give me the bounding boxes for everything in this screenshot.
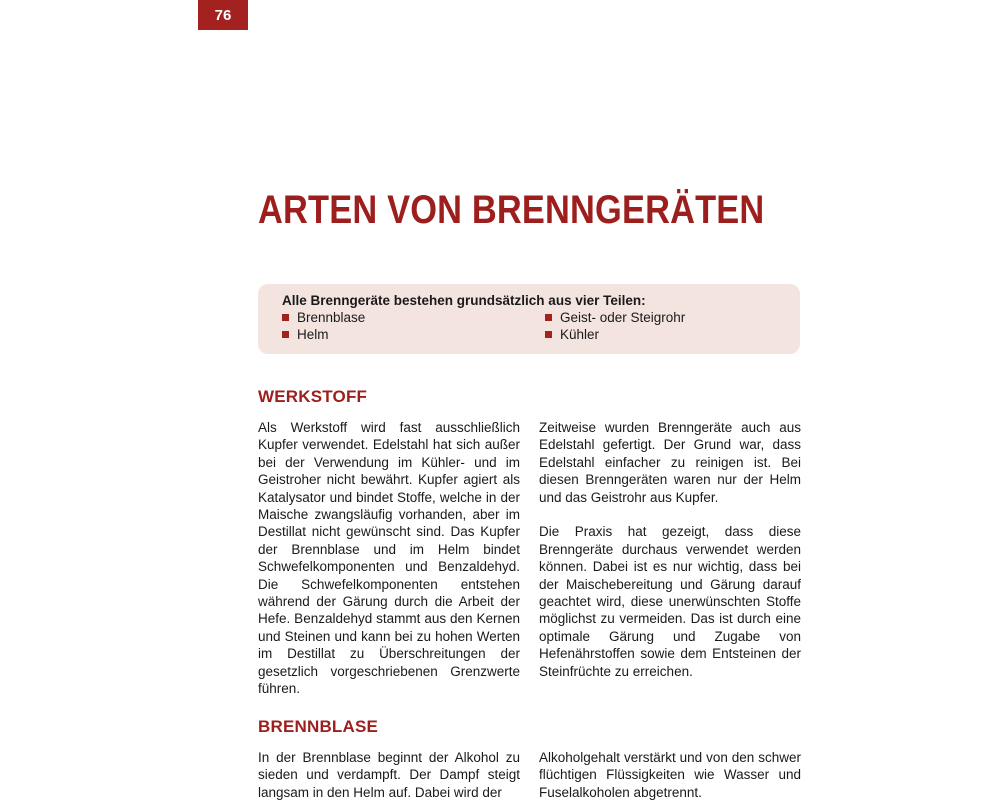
werkstoff-right-column — [539, 419, 801, 680]
paragraph: Als Werkstoff wird fast ausschließlich Kupfer verwendet. Edelstahl hat sich außer bei der Verwendung im Kühler- und im Geistroher nicht bewährt. Kupfer agiert als Katalysator und bindet Stoffe, welche in der Maische zwangsläufig vorhanden, aber im Destillat nicht gewünscht sind. Das Kupfer der Brennblase und im Helm bindet Schwefelkomponenten und Benzaldehyd. Die Schwefelkomponenten entstehen während der Gärung durch die Arbeit der Hefe. Benzaldehyd stammt aus den Kernen und Steinen und kann bei zu hohen Werten im Destillat zu Überschreitungen der gesetzlich vorgeschriebenen Grenzwerte führen. — [258, 420, 520, 697]
page-number: 76 — [198, 0, 248, 30]
info-box-list — [282, 309, 776, 343]
bullet-square-icon — [545, 331, 552, 338]
section-heading-brennblase: BRENNBLASE — [258, 717, 379, 736]
brennblase-right-column — [539, 749, 801, 801]
list-item-label: Brennblase — [297, 310, 366, 325]
paragraph: Zeitweise wurden Brenngeräte auch aus Edelstahl gefertigt. Der Grund war, dass Edelstahl einfacher zu reinigen ist. Bei diesen Brenngeräten waren nur der Helm und das Geistrohr aus Kupfer. — [539, 420, 801, 505]
info-box — [258, 284, 800, 354]
werkstoff-left-column — [258, 419, 520, 698]
list-item-label: Kühler — [560, 327, 600, 342]
paragraph: Alkoholgehalt verstärkt und von den schwer flüchtigen Flüssigkeiten wie Wasser und Fuselalkoholen abgetrennt. — [539, 750, 801, 800]
bullet-square-icon — [282, 331, 289, 338]
list-item — [282, 309, 545, 326]
list-item-label: Geist- oder Steigrohr — [560, 310, 686, 325]
bullet-square-icon — [545, 314, 552, 321]
paragraph: Die Praxis hat gezeigt, dass diese Brenngeräte durchaus verwendet werden können. Dabei ist es nur wichtig, dass bei der Maischebereitung und Gärung darauf geachtet wird, diese unerwünschten Stoffe möglichst zu vermeiden. Das ist durch eine optimale Gärung und Zugabe von Hefenährstoffen sowie dem Entsteinen der Steinfrüchte zu erreichen. — [539, 524, 801, 679]
bullet-square-icon — [282, 314, 289, 321]
list-item — [282, 326, 545, 343]
list-item — [545, 309, 785, 326]
list-item — [545, 326, 785, 343]
page-title: ARTEN VON BRENNGERÄTEN — [258, 188, 765, 232]
list-item-label: Helm — [297, 327, 329, 342]
paragraph: In der Brennblase beginnt der Alkohol zu sieden und verdampft. Der Dampf steigt langsam in den Helm auf. Dabei wird der — [258, 750, 520, 800]
brennblase-left-column — [258, 749, 520, 801]
section-heading-werkstoff: WERKSTOFF — [258, 387, 368, 406]
info-box-intro: Alle Brenngeräte bestehen grundsätzlich aus vier Teilen: — [282, 293, 646, 308]
